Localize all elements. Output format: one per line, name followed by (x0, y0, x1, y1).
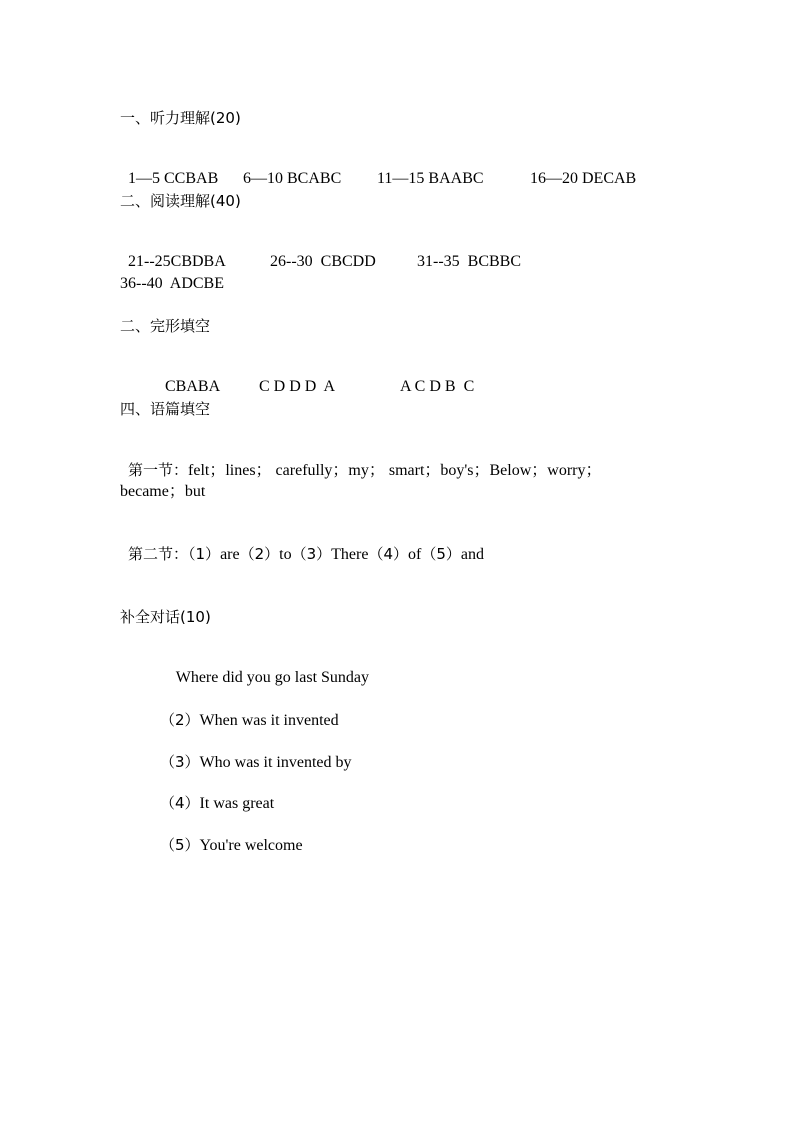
passage-heading: 四、语篇填空 (120, 400, 211, 418)
cloze-answer-3: A C D B C (400, 378, 475, 395)
section2-word-3: There (331, 546, 369, 563)
section2-word-5: and (460, 546, 484, 563)
dialogue-text-3: Who was it invented by (199, 754, 352, 771)
section1-label: 第一节： (128, 461, 189, 479)
section1-answers: felt；lines； carefully；my； smart；boy's；Below；worry； (188, 462, 602, 479)
cloze-answer-1: CBABA (165, 378, 221, 395)
dialogue-num-3: （3） (160, 753, 200, 771)
dialogue-item-2 (152, 690, 339, 731)
dialogue-text-1: Where did you go last Sunday (175, 669, 370, 686)
passage-section1-line1 (120, 440, 602, 481)
reading-answer-2: 26--30 CBCDD (270, 253, 376, 270)
dialogue-num-5: （5） (160, 836, 200, 854)
dialogue-item-1 (168, 648, 369, 688)
dialogue-heading: 补全对话(10) (120, 608, 211, 626)
section2-label: 第二节： (128, 545, 189, 563)
listening-heading: 一、听力理解(20) (120, 109, 241, 127)
cloze-answers (157, 357, 475, 397)
listening-answer-4: 16—20 DECAB (530, 170, 637, 187)
dialogue-item-4 (152, 773, 274, 814)
dialogue-text-5: You're welcome (199, 837, 303, 854)
dialogue-item-3 (152, 732, 352, 773)
dialogue-text-2: When was it invented (199, 712, 339, 729)
section2-word-4: of (408, 546, 422, 563)
reading-heading: 二、阅读理解(40) (120, 192, 241, 210)
section2-word-2: to (279, 546, 292, 563)
reading-answer-3: 31--35 BCBBC (417, 253, 522, 270)
section2-num-4: （4） (368, 545, 408, 563)
reading-answers-row1 (120, 232, 522, 272)
section2-num-2: （2） (239, 545, 280, 563)
section2-word-1: are (220, 546, 240, 563)
section2-num-5: （5） (421, 545, 461, 563)
reading-answer-1: 21--25CBDBA (128, 253, 226, 270)
section2-num-1: （1） (188, 545, 221, 563)
dialogue-text-4: It was great (199, 795, 275, 812)
listening-answer-1: 1—5 CCBAB (128, 170, 219, 187)
dialogue-item-5 (152, 815, 303, 856)
reading-answers-row2: 36--40 ADCBE (120, 275, 224, 292)
listening-answers (120, 149, 637, 189)
dialogue-num-2: （2） (160, 711, 200, 729)
cloze-heading: 二、完形填空 (120, 317, 211, 335)
section2-num-3: （3） (291, 545, 332, 563)
passage-section2-line (120, 524, 484, 565)
listening-answer-2: 6—10 BCABC (243, 170, 342, 187)
dialogue-num-4: （4） (160, 794, 200, 812)
passage-section1-line2: became；but (120, 483, 206, 500)
listening-answer-3: 11—15 BAABC (377, 170, 484, 187)
cloze-answer-2: C D D D A (259, 378, 336, 395)
